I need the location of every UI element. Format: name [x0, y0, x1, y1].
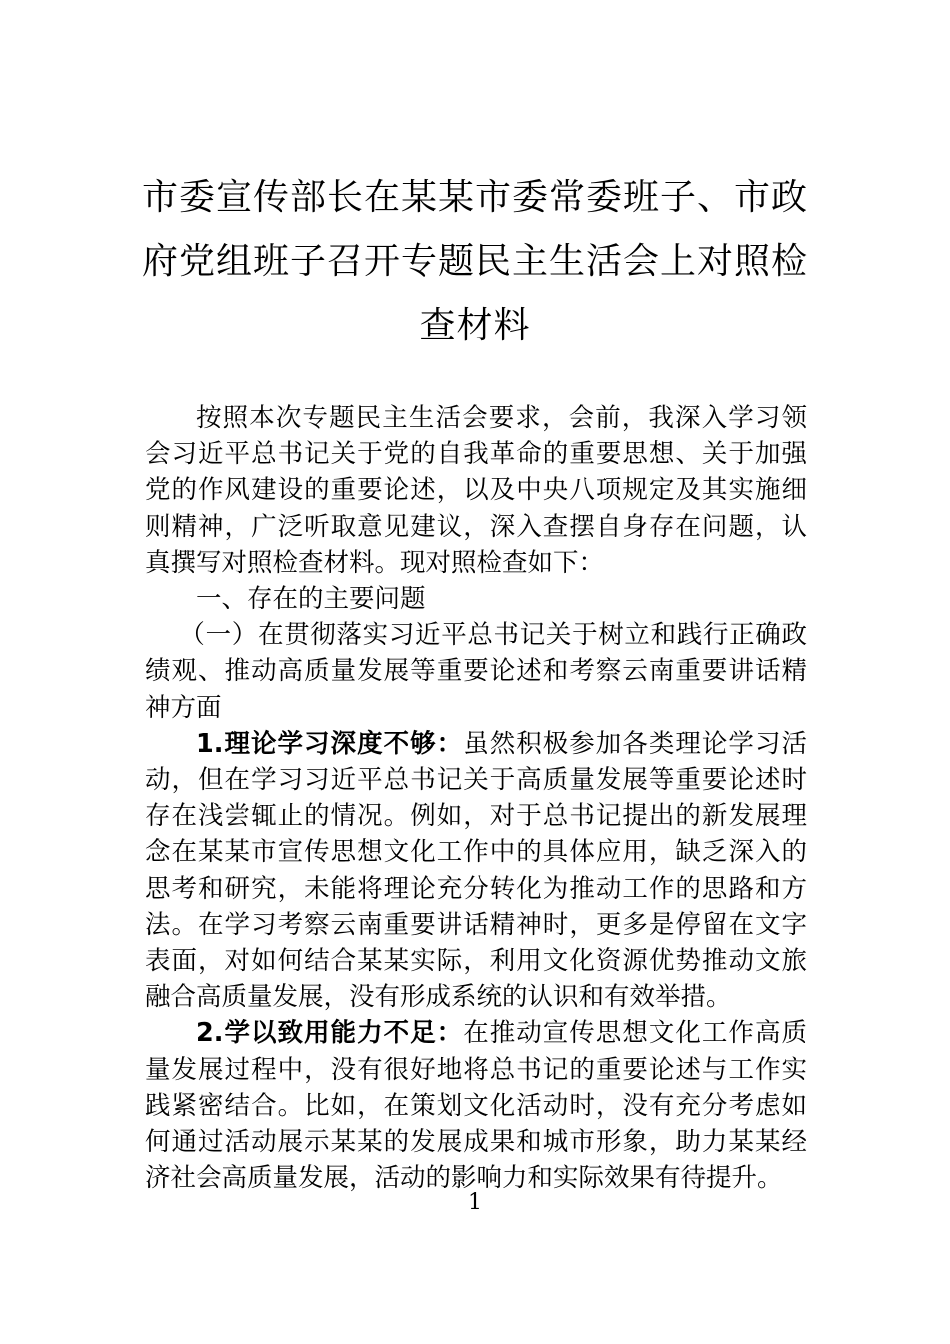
title-line-1: 市委宣传部长在某某市委常委班子、市政 [141, 177, 808, 218]
item-2-label: 2.学以致用能力不足： [196, 1018, 464, 1049]
item-2-paragraph [145, 1015, 807, 1196]
intro-paragraph: 按照本次专题民主生活会要求，会前，我深入学习领会习近平总书记关于党的自我革命的重要思想、关于加强党的作风建设的重要论述，以及中央八项规定及其实施细则精神，广泛听取意见建议，深入查摆自身存在问题，认真撰写对照检查材料。现对照检查如下： [145, 403, 807, 578]
section-heading: 一、存在的主要问题 [196, 584, 426, 615]
item-2-text: 在推动宣传思想文化工作高质量发展过程中，没有很好地将总书记的重要论述与工作实践紧密结合。比如，在策划文化活动时，没有充分考虑如何通过活动展示某某的发展成果和城市形象，助力某某经济社会高质量发展，活动的影响力和实际效果有待提升。 [145, 1018, 807, 1194]
item-1-paragraph [145, 726, 807, 1016]
subsection-heading: （一）在贯彻落实习近平总书记关于树立和践行正确政绩观、推动高质量发展等重要论述和考察云南重要讲话精神方面 [145, 620, 807, 723]
title-line-3: 查材料 [419, 305, 531, 346]
item-1-label: 1.理论学习深度不够： [196, 728, 464, 759]
item-1-text: 虽然积极参加各类理论学习活动，但在学习习近平总书记关于高质量发展等重要论述时存在浅尝辄止的情况。例如，对于总书记提出的新发展理念在某某市宣传思想文化工作中的具体应用，缺乏深入的思考和研究，未能将理论充分转化为推动工作的思路和方法。在学习考察云南重要讲话精神时，更多是停留在文字表面，对如何结合某某实际，利用文化资源优势推动文旅融合高质量发展，没有形成系统的认识和有效举措。 [145, 728, 807, 1013]
page-number: 1 [468, 1190, 482, 1215]
document-body [145, 400, 807, 1196]
title-line-2: 府党组班子召开专题民主生活会上对照检 [141, 241, 808, 282]
document-title [140, 166, 810, 358]
